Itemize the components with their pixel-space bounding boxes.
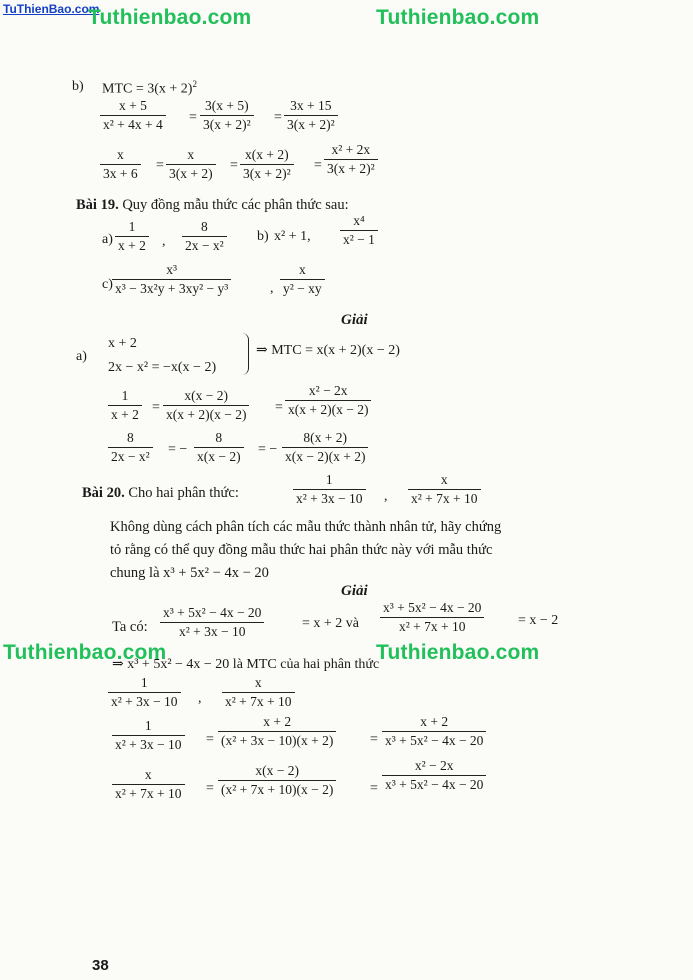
- numerator: x(x − 2): [255, 763, 299, 778]
- numerator: 8: [215, 430, 223, 445]
- equation-text: = x − 2: [518, 613, 559, 628]
- numerator: x⁴: [353, 213, 365, 228]
- fraction: [284, 99, 338, 131]
- fraction: [380, 601, 484, 633]
- fraction: [112, 768, 185, 800]
- numerator: x + 2: [263, 714, 292, 729]
- denominator: x + 2: [118, 237, 146, 253]
- denominator: (x² + 3x − 10)(x + 2): [221, 732, 334, 748]
- numerator: x² − 2x: [308, 383, 348, 398]
- fraction: [293, 473, 366, 505]
- fraction: [108, 389, 142, 421]
- numerator: x(x + 2): [245, 147, 289, 162]
- denominator: y² − xy: [283, 280, 322, 296]
- part-b-mtc-text: MTC = 3(x + 2): [102, 81, 193, 97]
- fraction: [182, 220, 227, 252]
- common-denominator: ⇒ MTC = x(x + 2)(x − 2): [256, 343, 400, 358]
- numerator: 3x + 15: [290, 98, 332, 113]
- solution-heading: Giải: [341, 312, 368, 328]
- denominator: x(x − 2)(x + 2): [285, 448, 366, 464]
- part-label: b): [257, 229, 269, 244]
- denominator: x³ + 5x² − 4x − 20: [385, 732, 484, 748]
- numerator: x + 2: [420, 714, 449, 729]
- denominator: x³ + 5x² − 4x − 20: [385, 776, 484, 792]
- denominator: 3x + 6: [103, 165, 138, 181]
- numerator: 8: [200, 219, 208, 234]
- expression: x² + 1,: [274, 229, 311, 244]
- denominator: x² + 7x + 10: [225, 693, 292, 709]
- numerator: x + 5: [118, 98, 147, 113]
- site-logo-link[interactable]: TuThienBao.com: [3, 2, 100, 16]
- denominator: 2x − x²: [185, 237, 224, 253]
- right-brace: [242, 333, 249, 375]
- intro-text: Ta có:: [112, 619, 148, 635]
- paragraph-line: tỏ rằng có thể quy đồng mẫu thức hai phân thức này với mẫu thức: [110, 542, 493, 558]
- fraction: [163, 389, 249, 421]
- fraction: [100, 148, 141, 180]
- fraction: [108, 431, 153, 463]
- fraction: [194, 431, 244, 463]
- exercise-20-heading: [82, 486, 239, 501]
- numerator: x: [440, 472, 448, 487]
- fraction: [108, 676, 181, 708]
- denominator: 3(x + 2)²: [243, 165, 291, 181]
- denominator: x² + 7x + 10: [411, 490, 478, 506]
- fraction: [282, 431, 368, 463]
- denominator: x + 2: [111, 406, 139, 422]
- fraction: [218, 764, 336, 796]
- denominator: x(x + 2)(x − 2): [166, 406, 247, 422]
- exercise-text: Quy đồng mẫu thức các phân thức sau:: [122, 197, 349, 213]
- equation-text: = x + 2 và: [302, 616, 360, 631]
- numerator: x³ + 5x² − 4x − 20: [383, 600, 482, 615]
- fraction: [112, 719, 185, 751]
- denominator: x² + 7x + 10: [398, 618, 466, 634]
- denominator: x² + 3x − 10: [111, 693, 178, 709]
- denominator: x² + 7x + 10: [115, 785, 182, 801]
- denominator: x(x + 2)(x − 2): [288, 401, 369, 417]
- numerator: 1: [144, 718, 152, 733]
- fraction: [408, 473, 481, 505]
- solution-heading: Giải: [341, 583, 368, 599]
- brace-line: x + 2: [108, 336, 137, 351]
- denominator: x(x − 2): [197, 448, 241, 464]
- part-b-mtc: [102, 80, 197, 97]
- fraction: [115, 220, 149, 252]
- fraction: [222, 676, 295, 708]
- denominator: 3(x + 2)²: [203, 116, 251, 132]
- numerator: x³ + 5x² − 4x − 20: [163, 605, 262, 620]
- watermark-mid-left: Tuthienbao.com: [3, 641, 167, 664]
- part-b-mtc-exponent: 2: [192, 79, 197, 89]
- fraction: [285, 384, 371, 416]
- numerator: x: [254, 675, 262, 690]
- brace-line: 2x − x² = −x(x − 2): [108, 360, 217, 375]
- fraction: [166, 148, 216, 180]
- exercise-title: Bài 19.: [76, 197, 119, 213]
- part-label: a): [102, 232, 113, 247]
- fraction: [218, 715, 336, 747]
- numerator: x: [116, 147, 124, 162]
- denominator: x² + 3x − 10: [115, 736, 182, 752]
- denominator: 2x − x²: [111, 448, 150, 464]
- numerator: x: [298, 262, 306, 277]
- watermark-top-right: Tuthienbao.com: [376, 6, 540, 29]
- numerator: x³: [166, 262, 178, 277]
- exercise-title: Bài 20.: [82, 485, 125, 501]
- denominator: x² + 3x − 10: [296, 490, 363, 506]
- fraction: [160, 606, 264, 638]
- denominator: (x² + 7x + 10)(x − 2): [221, 781, 334, 797]
- numerator: 3(x + 5): [205, 98, 249, 113]
- numerator: x: [187, 147, 195, 162]
- watermark-top-left: Tuthienbao.com: [88, 6, 252, 29]
- part-b-label: b): [72, 79, 84, 94]
- denominator: 3(x + 2)²: [327, 160, 375, 176]
- denominator: x² − 1: [343, 231, 375, 247]
- numerator: 1: [140, 675, 148, 690]
- fraction: [280, 263, 325, 295]
- fraction: [382, 759, 486, 791]
- fraction: [200, 99, 254, 131]
- exercise-19-heading: [76, 198, 349, 213]
- fraction: [100, 99, 166, 131]
- numerator: 1: [325, 472, 333, 487]
- denominator: 3(x + 2): [169, 165, 213, 181]
- numerator: x² + 2x: [331, 142, 371, 157]
- fraction: [340, 214, 378, 246]
- numerator: 8(x + 2): [303, 430, 348, 445]
- denominator: 3(x + 2)²: [287, 116, 335, 132]
- exercise-text: Cho hai phân thức:: [128, 485, 239, 501]
- numerator: 8: [126, 430, 134, 445]
- paragraph-line: Không dùng cách phân tích các mẫu thức thành nhân tử, hãy chứng: [110, 519, 502, 535]
- paragraph-line: chung là x³ + 5x² − 4x − 20: [110, 565, 269, 581]
- numerator: 1: [128, 219, 136, 234]
- fraction: [382, 715, 486, 747]
- fraction: [112, 263, 231, 295]
- part-label: a): [76, 349, 87, 364]
- page-number: 38: [92, 957, 109, 974]
- fraction: [240, 148, 294, 180]
- conclusion-line: ⇒ x³ + 5x² − 4x − 20 là MTC của hai phân thức: [112, 657, 380, 672]
- part-label: c): [102, 277, 113, 292]
- numerator: x² − 2x: [414, 758, 454, 773]
- denominator: x² + 3x − 10: [178, 623, 246, 639]
- fraction: [324, 143, 378, 175]
- numerator: 1: [121, 388, 129, 403]
- denominator: x² + 4x + 4: [103, 116, 163, 132]
- denominator: x³ − 3x²y + 3xy² − y³: [115, 280, 229, 296]
- watermark-mid-right: Tuthienbao.com: [376, 641, 540, 664]
- numerator: x(x − 2): [184, 388, 229, 403]
- numerator: x: [144, 767, 152, 782]
